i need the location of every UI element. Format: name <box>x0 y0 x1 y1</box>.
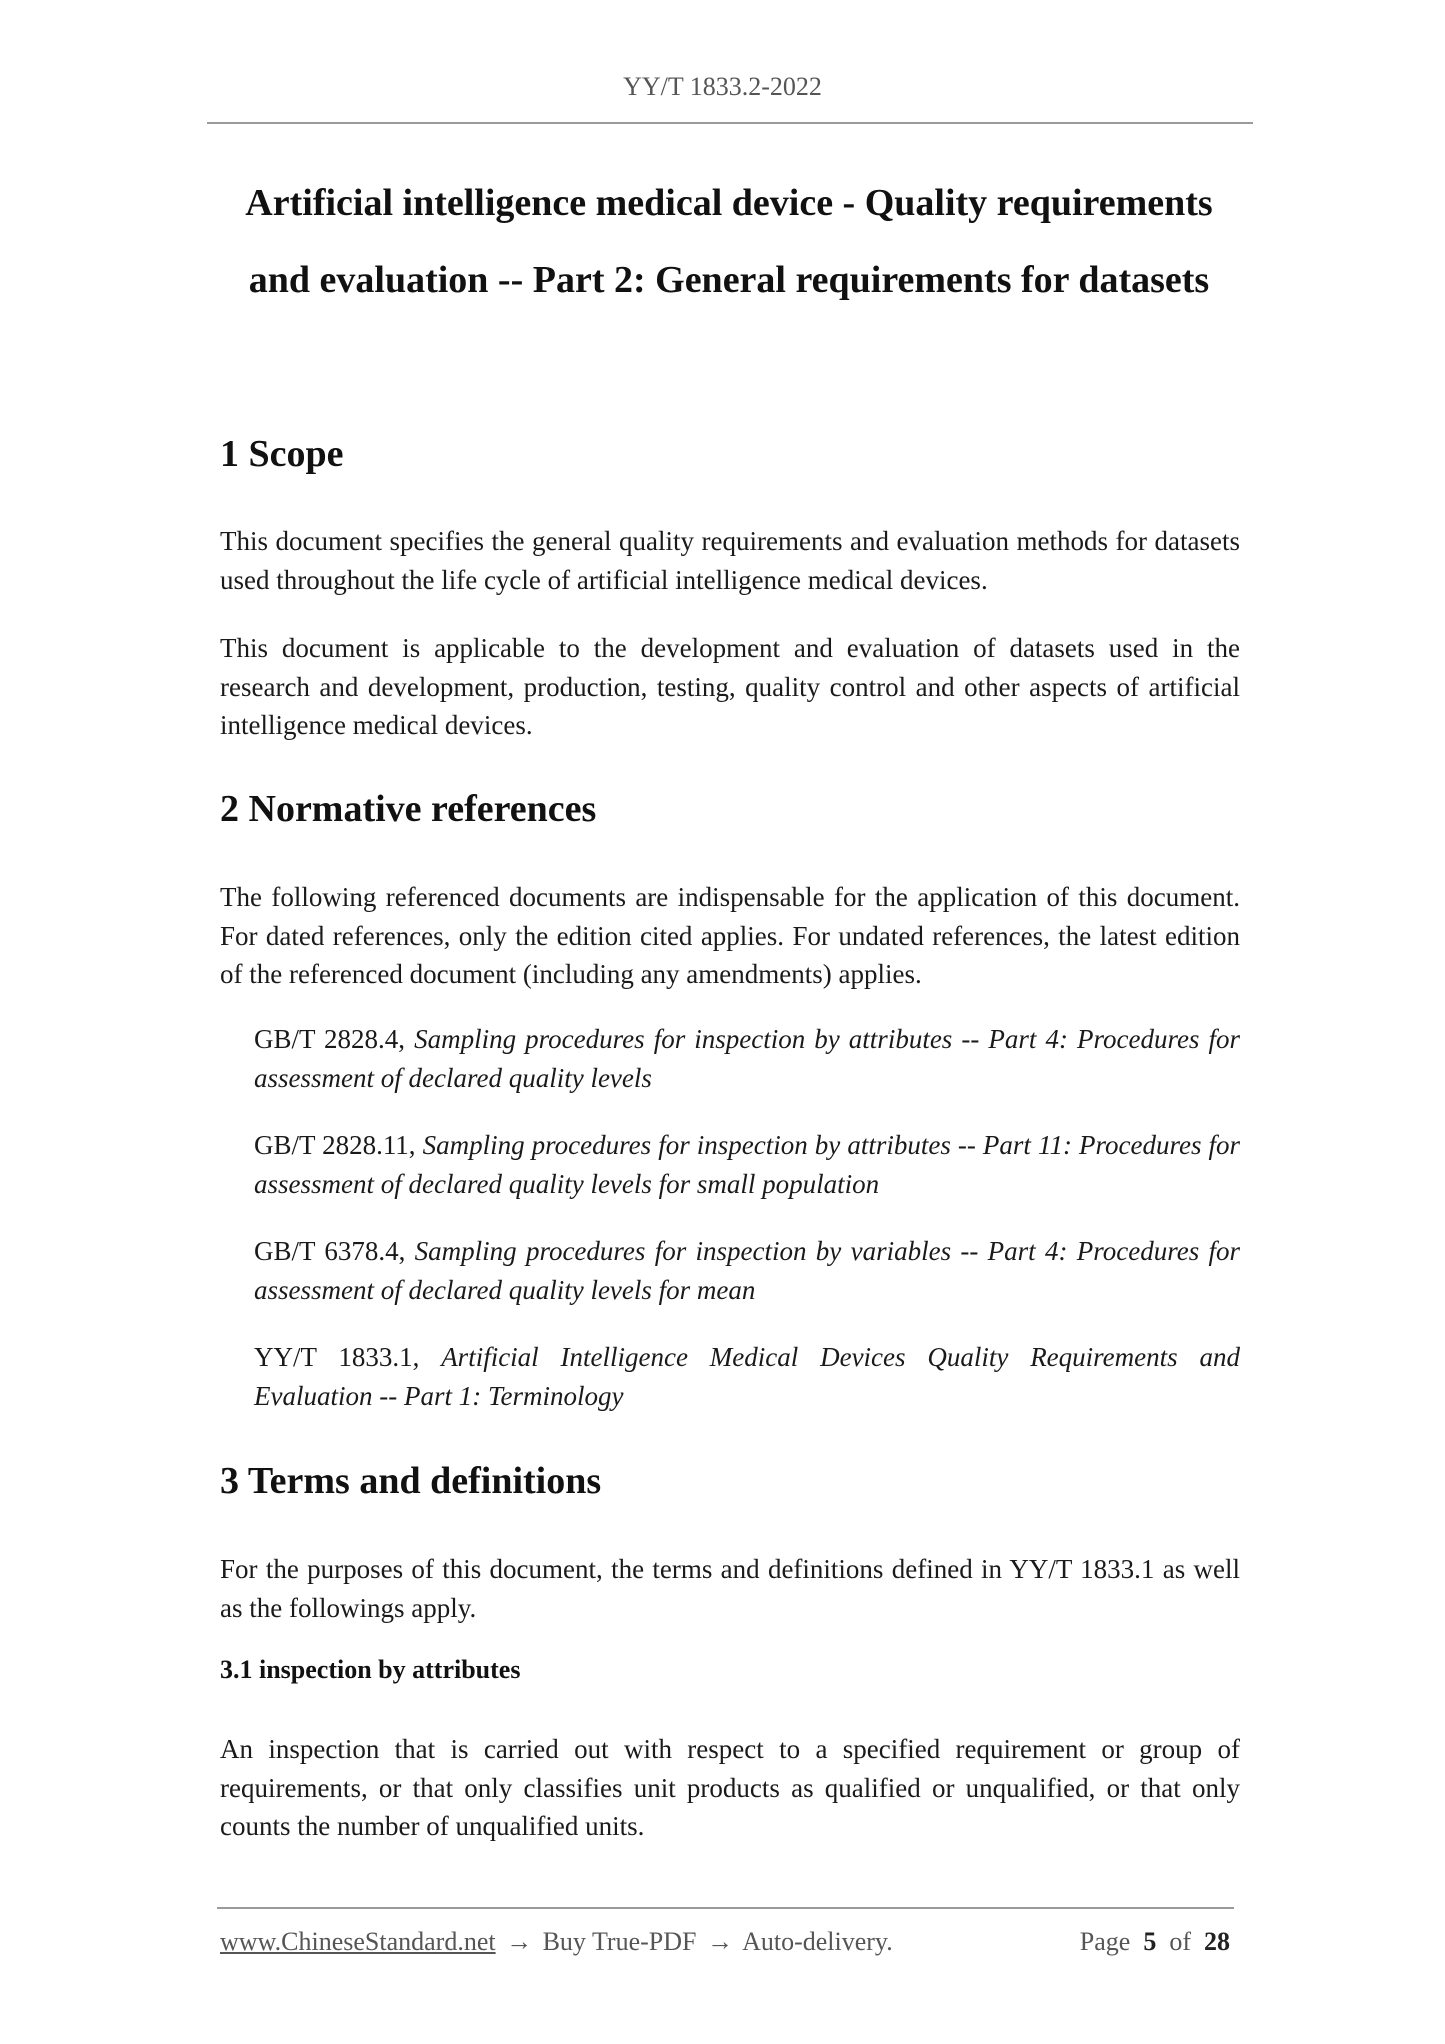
reference-code: GB/T 6378.4, <box>254 1236 406 1266</box>
arrow-right-icon: → <box>506 1927 533 1956</box>
term-definition-text: An inspection that is carried out with respect to a specified requirement or group of requirements, or that only classifies unit products as qualified or unqualified, or that only counts the number of unqualified units. <box>220 1734 1240 1841</box>
scope-paragraph-1: This document specifies the general quality requirements and evaluation methods for datasets used throughout the life cycle of artificial intelligence medical devices. <box>220 526 1240 595</box>
terms-paragraph: For the purposes of this document, the terms and definitions defined in YY/T 1833.1 as well as the followings apply. <box>220 1554 1240 1623</box>
page-indicator <box>1080 1927 1230 1957</box>
of-label: of <box>1169 1927 1191 1956</box>
page-current: 5 <box>1143 1927 1157 1956</box>
normative-references-paragraph: The following referenced documents are indispensable for the application of this document. For dated references, only the edition cited applies. For undated references, the latest edition of the referenced document (including any amendments) applies. <box>220 882 1240 989</box>
reference-code: GB/T 2828.4, <box>254 1024 406 1054</box>
section-heading-terms-and-definitions: 3 Terms and definitions <box>220 1460 602 1502</box>
page-label: Page <box>1079 1927 1131 1956</box>
reference-item <box>254 1232 1240 1309</box>
reference-code: GB/T 2828.11, <box>254 1130 416 1160</box>
document-title-line-1: Artificial intelligence medical device - Quality requirements <box>245 182 1213 224</box>
arrow-right-icon: → <box>707 1927 733 1956</box>
document-title-line-2: and evaluation -- Part 2: General requirements for datasets <box>248 259 1210 301</box>
reference-title: Sampling procedures for inspection by variables -- Part 4: Procedures for assessment of declared quality levels for mean <box>254 1236 1241 1305</box>
term-heading-inspection-by-attributes: 3.1 inspection by attributes <box>220 1655 521 1684</box>
document-title <box>200 165 1258 319</box>
buy-true-pdf-text: Buy True-PDF <box>542 1927 697 1956</box>
header-divider <box>207 122 1253 124</box>
reference-title: Sampling procedures for inspection by attributes -- Part 4: Procedures for assessment of declared quality levels <box>254 1024 1241 1093</box>
section-heading-normative-references: 2 Normative references <box>220 788 597 830</box>
footer-promo <box>220 1927 893 1957</box>
reference-item <box>254 1126 1240 1203</box>
header-doc-id: YY/T 1833.2-2022 <box>623 72 822 101</box>
page-total: 28 <box>1204 1927 1230 1956</box>
reference-item <box>254 1020 1240 1097</box>
scope-paragraph-2: This document is applicable to the development and evaluation of datasets used in the research and development, production, testing, quality control and other aspects of artificial intelligence medical devices. <box>220 633 1240 740</box>
reference-title: Artificial Intelligence Medical Devices Quality Requirements and Evaluation -- Part 1: Terminology <box>254 1342 1240 1411</box>
auto-delivery-text: Auto-delivery. <box>742 1927 893 1956</box>
section-heading-scope: 1 Scope <box>220 433 344 475</box>
reference-item <box>254 1338 1240 1415</box>
website-link[interactable]: www.ChineseStandard.net <box>220 1927 496 1956</box>
reference-code: YY/T 1833.1, <box>254 1342 420 1372</box>
footer-divider <box>217 1907 1234 1909</box>
reference-title: Sampling procedures for inspection by attributes -- Part 11: Procedures for assessment of declared quality levels for small population <box>254 1130 1241 1199</box>
